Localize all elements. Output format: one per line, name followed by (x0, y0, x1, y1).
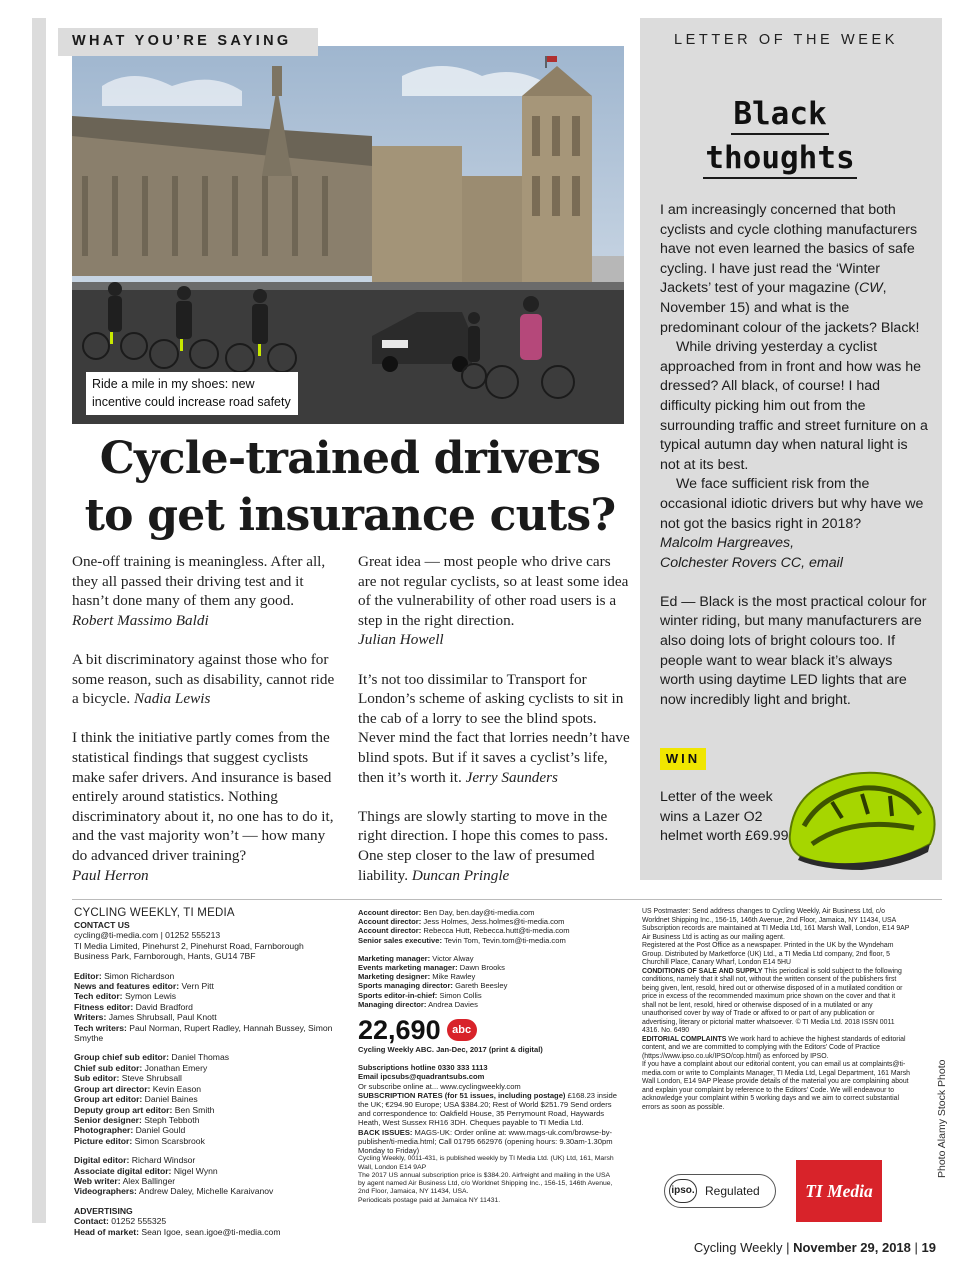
staff-row (358, 936, 618, 945)
letter-signature: Duncan Pringle (411, 866, 510, 884)
win-badge: WIN (660, 748, 706, 770)
staff-name: Daniel Gould (135, 1125, 186, 1136)
back-issues-text: MAGS-UK: Order online at: www.mags-uk.com/browse-by-publisher/ti-media.html; Call 01795 662976 (opening hours: 9.30am-1.30pm Monday to Friday) (358, 1127, 613, 1156)
staff-row (74, 1063, 336, 1073)
annual-price-info: The 2017 US annual subscription price is $384.20. Airfreight and mailing in the USA by agent named Air Business Ltd, c/o Worldnet Shipping Inc., 156-15, 146th Avenue, 2nd Floor, Jamaica, NY 11434, USA. (358, 1171, 613, 1196)
staff-row (74, 1125, 336, 1135)
rates-text: £168.23 inside the UK; €294.90 Europe; USA $384.20; Rest of World $251.79 Send orders and correspondence to: Oakfield House, 35 Perrymount Road, Haywards Heath, West Sussex RH16 3DH. Cheques payable to TI Media Ltd. (358, 1090, 617, 1128)
staff-role: Web writer: (74, 1175, 121, 1186)
sidebar-label: LETTER OF THE WEEK (674, 32, 899, 48)
staff-row (74, 1094, 336, 1104)
staff-name: Paul Norman, Rupert Radley, Hannah Bussey, Simon Smythe (74, 1022, 333, 1044)
staff-role: Tech editor: (74, 991, 123, 1002)
staff-row (74, 1073, 336, 1083)
staff-list-2 (74, 1052, 336, 1146)
section-header-text: WHAT YOU’RE SAYING (72, 33, 292, 49)
masthead-column-2 (358, 908, 618, 1205)
staff-role: Associate digital editor: (74, 1165, 172, 1176)
sidebar-paragraph-1 (660, 201, 930, 338)
sidebar-title (640, 92, 920, 180)
contact-label: CONTACT US (74, 920, 130, 930)
staff-row (74, 1115, 336, 1125)
staff-role: Group chief sub editor: (74, 1052, 170, 1063)
masthead-divider (72, 899, 942, 900)
staff-row (74, 1155, 336, 1165)
sidebar-title-line-2: thoughts (703, 139, 856, 179)
footer-separator: | (786, 1240, 790, 1255)
subscription-rates (358, 1091, 618, 1128)
footer-magazine: Cycling Weekly (693, 1240, 783, 1255)
subs-hotline: Subscriptions hotline 0330 333 1113 (358, 1063, 488, 1073)
staff-role: Contact: (74, 1216, 109, 1227)
staff-role: Picture editor: (74, 1135, 133, 1146)
magazine-abbrev: CW (858, 280, 883, 297)
staff-row (74, 1186, 336, 1196)
staff-name: Mike Rawley (432, 972, 476, 982)
sidebar-paragraph-3: We face sufficient risk from the occasional idiotic drivers but why have we not got the basics right in 2018? (660, 476, 924, 532)
complaint-info: If you have a complaint about our editorial content, you can email us at complaints@ti-media.com or write to Complaints Manager, TI Media Ltd, Legal Department, 161 Marsh Wall London, E14 9AP Please provide details of the material you are complaining about and explain your complaint by reference to the Editors’ Code. We will endeavour to acknowledge your complaint within 5 working days and we aim to correct substantial errors as soon as possible. (642, 1061, 910, 1111)
letter-text: Great idea — most people who drive cars are not regular cyclists, so at least some idea of the vulnerability of other road users is a step in the right direction. (358, 553, 629, 629)
editorial-complaints (642, 1036, 910, 1062)
letter-text: A bit discriminatory against those who for some reason, such as disability, cannot ride a bicycle. (72, 650, 335, 708)
staff-name: Gareth Beesley (455, 981, 508, 991)
staff-name: Alex Ballinger (122, 1175, 176, 1186)
staff-name: Sean Igoe, sean.igoe@ti-media.com (141, 1226, 281, 1237)
staff-role: Tech writers: (74, 1022, 127, 1033)
masthead-column-1 (74, 906, 336, 1237)
staff-role: Group art editor: (74, 1094, 143, 1105)
staff-name: Ben Day, ben.day@ti-media.com (423, 908, 535, 917)
staff-row (74, 1002, 336, 1012)
subs-email: Email ipcsubs@quadrantsubs.com (358, 1072, 485, 1082)
periodicals-info: Periodicals postage paid at Jamaica NY 11431. (358, 1196, 501, 1204)
sidebar-paragraph-2: While driving yesterday a cyclist approached from in front and how was he dressed? All black, of course! I had difficulty picking him out from the surrounding traffic and street furniture on a typical autumn day when natural light is not at its best. (660, 339, 928, 473)
ipso-regulated-logo (664, 1174, 776, 1208)
staff-name: Jonathan Emery (144, 1062, 208, 1073)
letter-item (72, 650, 344, 709)
staff-name: Dawn Brooks (459, 963, 505, 973)
staff-row (74, 981, 336, 991)
staff-row (74, 1012, 336, 1022)
page-footer (694, 1240, 936, 1255)
staff-role: Deputy group art editor: (74, 1104, 173, 1115)
staff-name: Victor Alway (432, 953, 474, 963)
staff-name: Rebecca Hutt, Rebecca.hutt@ti-media.com (423, 926, 570, 936)
letter-item (72, 728, 344, 885)
section-header (58, 28, 318, 56)
marketing-list (358, 954, 618, 1009)
staff-role: Group art director: (74, 1083, 151, 1094)
footer-separator: | (914, 1240, 918, 1255)
account-list (358, 908, 618, 945)
headline: Cycle-trained drivers to get insurance cuts? (84, 433, 616, 541)
photo-credit: Photo Alamy Stock Photo (936, 1059, 948, 1178)
back-issues-label: BACK ISSUES: (358, 1127, 413, 1137)
staff-role: Videographers: (74, 1186, 137, 1197)
staff-row (358, 917, 618, 926)
staff-name: Nigel Wynn (173, 1165, 218, 1176)
staff-role: Account director: (358, 908, 422, 917)
staff-name: Simon Collis (439, 990, 482, 1000)
staff-name: Simon Scarsbrook (134, 1135, 205, 1146)
staff-row (74, 1023, 336, 1044)
staff-name: Daniel Baines (144, 1094, 198, 1105)
letter-signature: Robert Massimo Baldi (72, 611, 209, 629)
staff-row (358, 981, 618, 990)
letter-signature: Jerry Saunders (465, 768, 558, 786)
postmaster-info: US Postmaster: Send address changes to Cycling Weekly, Air Business Ltd, c/o Worldnet Shipping Inc., 156-15, 146th Avenue, 2nd Floor, Jamaica, NY 11434, USA (642, 908, 897, 924)
page-number: 19 (921, 1240, 936, 1255)
left-margin-rule (32, 18, 46, 1223)
staff-role: Sports editor-in-chief: (358, 990, 438, 1000)
staff-row (358, 991, 618, 1000)
staff-row (358, 963, 618, 972)
staff-role: Photographer: (74, 1125, 134, 1136)
staff-name: Andrew Daley, Michelle Karaivanov (138, 1186, 274, 1197)
subs-online: Or subscribe online at... www.cyclingweekly.com (358, 1081, 521, 1091)
staff-row (358, 972, 618, 981)
letter-item (72, 552, 344, 630)
staff-role: Senior designer: (74, 1114, 142, 1125)
letters-column-2 (358, 552, 630, 905)
letter-signature: Julian Howell (358, 631, 444, 649)
staff-role: Sports managing director: (358, 981, 453, 991)
letter-signature: Paul Herron (72, 866, 149, 884)
staff-role: Fitness editor: (74, 1001, 134, 1012)
staff-name: Daniel Thomas (171, 1052, 230, 1063)
footer-date: November 29, 2018 (793, 1240, 911, 1255)
advertising-label: ADVERTISING (74, 1205, 133, 1216)
ti-media-logo: TI Media (796, 1160, 882, 1222)
editorial-text: We work hard to achieve the highest standards of editorial content, and we are committed to complying with the Editors’ Code of Practice (https://www.ipso.co.uk/IPSO/cop.html) as enforced by IPSO. (642, 1035, 906, 1060)
staff-list-1 (74, 971, 336, 1044)
staff-name: Ben Smith (174, 1104, 215, 1115)
contact-line: cycling@ti-media.com | 01252 555213 (74, 930, 221, 941)
back-issues (358, 1128, 618, 1156)
conditions-info (642, 968, 910, 1036)
win-text: Letter of the week wins a Lazer O2 helmet worth £69.99 (660, 789, 789, 845)
staff-role: Sub editor: (74, 1073, 120, 1084)
photo-caption: Ride a mile in my shoes: new incentive could increase road safety (86, 372, 298, 415)
staff-name: David Bradford (135, 1001, 193, 1012)
staff-row (358, 954, 618, 963)
letter-text: I think the initiative partly comes from the statistical findings that suggest cyclists make safer drivers. And insurance is based entirely around statistics. Nothing discriminatory about it, no one has to do it, and the vast majority won’t — how many do advanced driver training? (72, 729, 334, 864)
publisher-info: Cycling Weekly, 0011-431, is published weekly by TI Media Ltd. (UK) Ltd, 161, Marsh Wall, London E14 9AP (358, 1155, 614, 1171)
letter-signature: Nadia Lewis (133, 690, 211, 708)
sidebar-title-line-1: Black (731, 95, 828, 135)
abc-caption: Cycling Weekly ABC. Jan-Dec, 2017 (print & digital) (358, 1045, 543, 1055)
registered-info: Registered at the Post Office as a newspaper. Printed in the UK by the Wyndeham Group. Distributed by Marketforce (UK) Ltd., a TI Media Ltd company, 2nd floor, 5 Churchill Place, Canary Wharf, London E14 5HU (642, 942, 894, 966)
staff-role: Digital editor: (74, 1155, 130, 1166)
staff-row (358, 1000, 618, 1009)
staff-row (358, 908, 618, 917)
letter-item (358, 807, 630, 885)
staff-role: Marketing manager: (358, 953, 431, 963)
staff-name: Vern Pitt (181, 981, 214, 992)
sidebar-signature-name: Malcolm Hargreaves, (660, 535, 795, 552)
contact-address: TI Media Limited, Pinehurst 2, Pinehurst Road, Farnborough Business Park, Farnborough, Hants, GU14 7BF (74, 940, 304, 962)
staff-role: Head of market: (74, 1226, 139, 1237)
staff-name: Jess Holmes, Jess.holmes@ti-media.com (423, 917, 565, 927)
masthead-title: CYCLING WEEKLY, TI MEDIA (74, 907, 235, 919)
ipso-mark: ipso. (669, 1179, 697, 1203)
staff-role: Writers: (74, 1012, 107, 1023)
sidebar-signature-club: Colchester Rovers CC, email (660, 554, 843, 571)
staff-role: Account director: (358, 926, 422, 936)
staff-row (74, 1052, 336, 1062)
staff-row (74, 1166, 336, 1176)
sidebar-text: , November 15) and what is the predominant colour of the jackets? Black! (660, 280, 920, 336)
records-info: Subscription records are maintained at TI Media Ltd, 161 Marsh Wall, London, E14 9AP Air Business Ltd is acting as our mailing agent. (642, 925, 910, 941)
staff-row (74, 971, 336, 981)
staff-role: Marketing designer: (358, 972, 431, 982)
ipso-text: Regulated (705, 1184, 760, 1198)
staff-role: Senior sales executive: (358, 935, 442, 945)
staff-row (74, 1136, 336, 1146)
staff-name: James Shrubsall, Paul Knott (108, 1012, 217, 1023)
rates-label: SUBSCRIPTION RATES (for 51 issues, including postage) (358, 1090, 566, 1100)
staff-row (74, 1227, 336, 1237)
staff-name: Richard Windsor (131, 1155, 196, 1166)
staff-row (74, 991, 336, 1001)
sidebar-text: I am increasingly concerned that both cyclists and cycle clothing manufacturers have not even learned the basics of safe cycling. I have just read the ‘Winter Jackets’ test of your magazine ( (660, 202, 918, 297)
staff-row (358, 926, 618, 935)
sidebar-body (660, 201, 930, 710)
cyclists-parliament-illustration (72, 46, 624, 424)
staff-name: Simon Richardson (104, 970, 175, 981)
letters-column-1 (72, 552, 344, 905)
staff-role: Chief sub editor: (74, 1062, 143, 1073)
staff-name: Steve Shrubsall (121, 1073, 182, 1084)
helmet-icon (782, 756, 940, 878)
letter-of-the-week-sidebar (640, 18, 942, 880)
staff-row (74, 1084, 336, 1094)
letter-text: One-off training is meaningless. After all, they all passed their driving test and it hasn’t done many of them any good. (72, 553, 326, 610)
letter-item (358, 552, 630, 650)
editor-reply: Ed — Black is the most practical colour for winter riding, but many manufacturers are also doing lots of bright colours too. If people want to wear black it’s always worth using daytime LED lights that are now incredibly light and bright. (660, 593, 927, 708)
staff-role: Editor: (74, 970, 102, 981)
letter-text: Things are slowly starting to move in the right direction. I hope this comes to pass. One step closer to the law of presumed liability. (358, 807, 609, 884)
conditions-label: CONDITIONS OF SALE AND SUPPLY (642, 967, 763, 975)
staff-list-3 (74, 1155, 336, 1197)
staff-role: Events marketing manager: (358, 963, 458, 973)
abc-circulation (358, 1015, 618, 1045)
letter-item (358, 670, 630, 788)
abc-number: 22,690 (358, 1015, 441, 1046)
staff-row (74, 1176, 336, 1186)
abc-logo: abc (447, 1019, 477, 1041)
staff-name: Tevin Tom, Tevin.tom@ti-media.com (443, 935, 566, 945)
staff-name: Symon Lewis (124, 991, 177, 1002)
conditions-text: This periodical is sold subject to the following conditions, namely that it shall not, without the written consent of the publishers first being given, lent, resold, hired out or otherwise disposed of in a mutilated condition or price in excess of the recommended maximum price shown on the cover and that it shall not be lent, resold, hired or otherwise disposed of in a mutilated or any unauthorised cover by way of Trade or affixed to or part of any publication or advertising, literary or pictorial matter whatsoever. © TI Media Ltd. 2018 ISSN 0011 4316. No. 6490 (642, 967, 903, 1034)
staff-name: Steph Tebboth (144, 1114, 200, 1125)
staff-name: Kevin Eason (152, 1083, 202, 1094)
staff-row (74, 1105, 336, 1115)
masthead-column-3 (642, 908, 910, 1112)
editorial-label: EDITORIAL COMPLAINTS (642, 1035, 727, 1043)
staff-role: Managing director: (358, 999, 427, 1009)
staff-row (74, 1216, 336, 1226)
staff-role: Account director: (358, 917, 422, 927)
staff-role: News and features editor: (74, 981, 180, 992)
main-photo (72, 46, 624, 424)
staff-name: Andrea Davies (428, 999, 478, 1009)
letter-text: It’s not too dissimilar to Transport for London’s scheme of asking cyclists to sit in the cab of a lorry to see the blind spots. Never mind the fact that lorries needn’t have blind spots. But if it saves a cyclist’s life, then it’s worth it. (358, 670, 630, 786)
staff-name: 01252 555325 (111, 1216, 167, 1227)
